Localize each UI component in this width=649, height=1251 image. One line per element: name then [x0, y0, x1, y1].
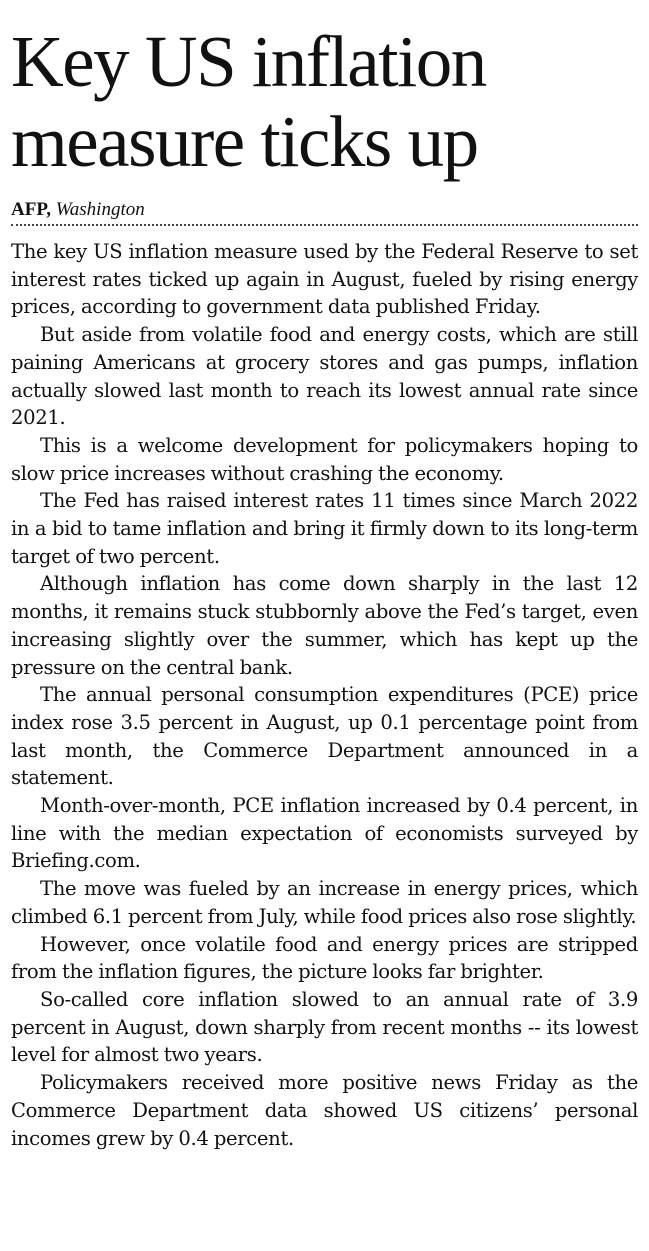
paragraph: The move was fueled by an increase in energy prices, which climbed 6.1 percent from July, while food prices also rose slightly.: [11, 877, 638, 928]
paragraph: However, once volatile food and energy prices are stripped from the inflation figures, the picture looks far brighter.: [11, 932, 638, 984]
byline: [11, 200, 638, 220]
paragraph: This is a welcome development for policymakers hoping to slow price increases without crashing the economy.: [11, 433, 638, 485]
article-body: [11, 238, 638, 1152]
paragraph: So-called core inflation slowed to an annual rate of 3.9 percent in August, down sharply from recent months -- its lowest level for almost two years.: [11, 987, 638, 1067]
byline-dateline: Washington: [55, 199, 145, 220]
dotted-divider: [11, 224, 638, 226]
paragraph: Policymakers received more positive news Friday as the Commerce Department data showed US citizens’ personal incomes grew by 0.4 percent.: [11, 1071, 638, 1150]
paragraph: The key US inflation measure used by the Federal Reserve to set interest rates ticked up again in August, fueled by rising energy prices, according to government data published Friday.: [11, 240, 638, 319]
headline: [11, 0, 638, 182]
headline-line-1: Key US inflation: [11, 21, 486, 102]
byline-separator: ,: [46, 199, 51, 220]
headline-line-2: measure ticks up: [11, 101, 478, 182]
paragraph: But aside from volatile food and energy costs, which are still paining Americans at grocery stores and gas pumps, inflation actually slowed last month to reach its lowest annual rate since 2021.: [11, 323, 638, 430]
paragraph: Although inflation has come down sharply in the last 12 months, it remains stuck stubbornly above the Fed’s target, even increasing slightly over the summer, which has kept up the pressure on the central bank.: [11, 572, 638, 679]
byline-agency: AFP: [11, 199, 47, 220]
news-article: [11, 0, 638, 1152]
paragraph: Month-over-month, PCE inflation increased by 0.4 percent, in line with the median expectation of economists surveyed by Briefing.com.: [11, 794, 638, 873]
paragraph: The annual personal consumption expenditures (PCE) price index rose 3.5 percent in August, up 0.1 percentage point from last month, the Commerce Department announced in a statement.: [11, 683, 638, 790]
paragraph: The Fed has raised interest rates 11 times since March 2022 in a bid to tame inflation and bring it firmly down to its long-term target of two percent.: [11, 489, 638, 568]
